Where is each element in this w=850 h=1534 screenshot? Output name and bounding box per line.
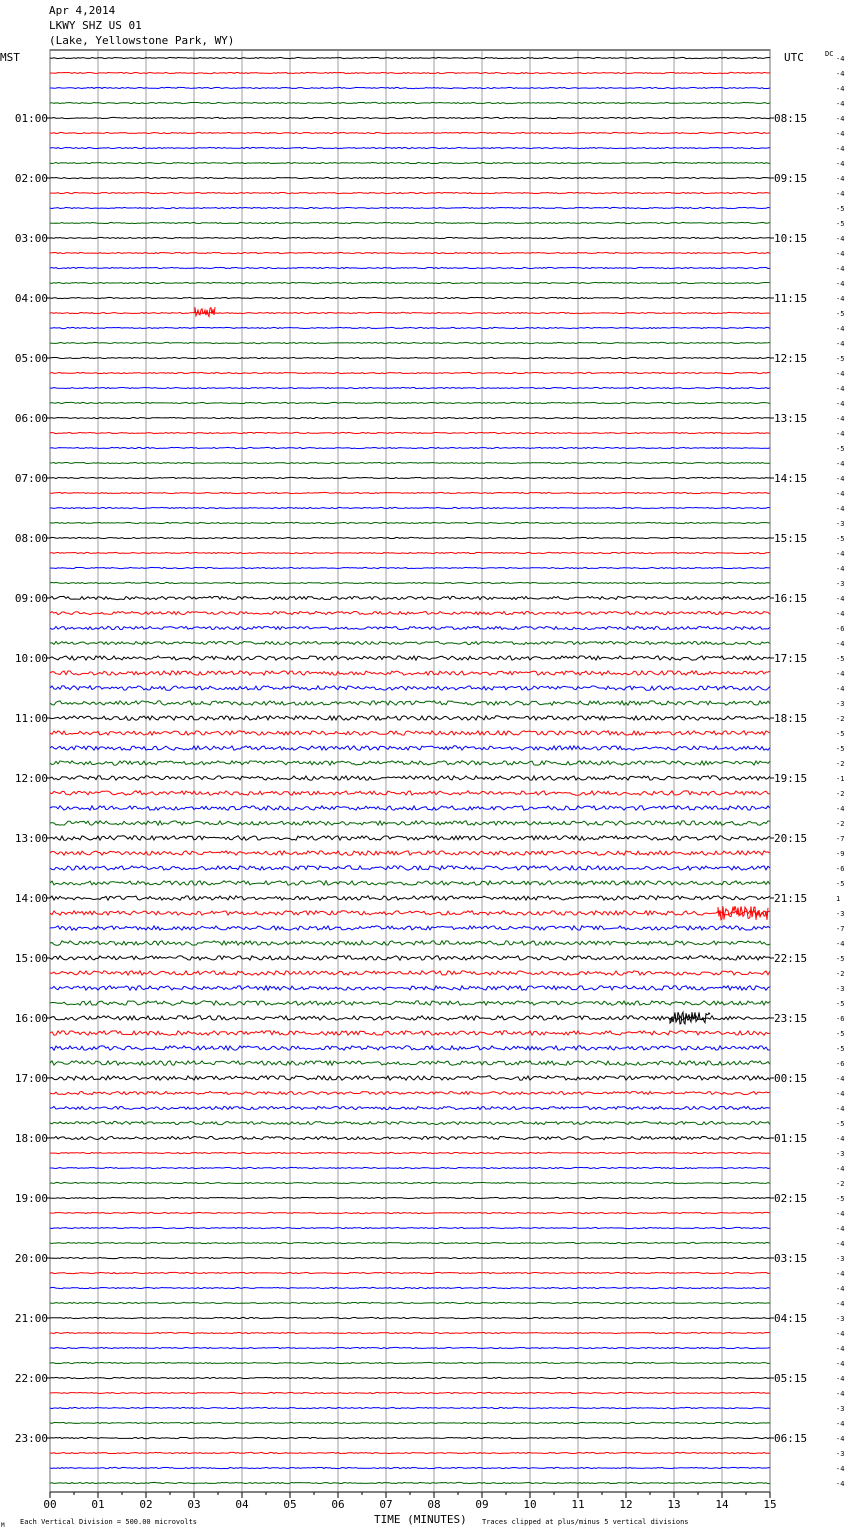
header-station: LKWY SHZ US 01 [49, 19, 142, 32]
dc-offset-label: -5 [836, 535, 845, 543]
x-tick-label: 02 [139, 1498, 153, 1511]
dc-offset-label: -4 [836, 85, 845, 93]
trace-line [50, 671, 770, 675]
plot-frame [50, 50, 770, 1492]
trace-line [50, 1167, 770, 1168]
right-hour-label: 18:15 [774, 712, 808, 725]
dc-offset-label: -4 [836, 610, 845, 618]
dc-offset-label: -4 [836, 460, 845, 468]
trace-line [50, 1061, 770, 1065]
dc-offset-label: -4 [836, 940, 845, 948]
right-hour-label: 00:15 [774, 1072, 808, 1085]
x-tick-label: 04 [235, 1498, 249, 1511]
dc-offset-label: -3 [836, 520, 845, 528]
header-date: Apr 4,2014 [49, 4, 116, 17]
dc-offset-label: -2 [836, 715, 845, 723]
dc-offset-label: -6 [836, 865, 845, 873]
trace-line [50, 881, 770, 885]
dc-offset-label: -4 [836, 370, 845, 378]
dc-offset-label: -5 [836, 1195, 845, 1203]
trace-line [50, 1242, 770, 1243]
trace-line [50, 1332, 770, 1333]
x-tick-label: 13 [667, 1498, 681, 1511]
trace-line [50, 686, 770, 690]
trace-line [50, 57, 770, 58]
trace-line [50, 761, 770, 765]
trace-line [50, 207, 770, 208]
left-hour-label: 10:00 [14, 652, 48, 665]
dc-offset-label: -4 [836, 55, 845, 63]
trace-line [50, 357, 770, 358]
right-hour-label: 19:15 [774, 772, 808, 785]
dc-offset-label: -4 [836, 1135, 845, 1143]
trace-line [50, 387, 770, 388]
trace-line [50, 222, 770, 223]
dc-offset-label: -5 [836, 880, 845, 888]
x-tick-label: 03 [187, 1498, 201, 1511]
dc-offset-label: -3 [836, 1255, 845, 1263]
dc-offset-label: -3 [836, 1405, 845, 1413]
trace-line [50, 626, 770, 629]
dc-offset-label: -3 [836, 580, 845, 588]
x-tick-label: 10 [523, 1498, 537, 1511]
dc-offset-label: -1 [836, 775, 845, 783]
dc-offset-label: -4 [836, 1360, 845, 1368]
dc-offset-label: -2 [836, 820, 845, 828]
trace-line [50, 1152, 770, 1153]
dc-offset-label: -4 [836, 145, 845, 153]
left-hour-label: 03:00 [14, 232, 48, 245]
trace-line [50, 1317, 770, 1318]
trace-line [50, 1392, 770, 1393]
dc-header-label: DC [825, 50, 834, 58]
dc-offset-label: -5 [836, 445, 845, 453]
trace-line [50, 1362, 770, 1363]
x-tick-label: 05 [283, 1498, 297, 1511]
dc-offset-label: -4 [836, 670, 845, 678]
trace-line [50, 1467, 770, 1468]
x-tick-label: 09 [475, 1498, 489, 1511]
dc-offset-label: -4 [836, 1090, 845, 1098]
dc-offset-label: -4 [836, 1210, 845, 1218]
trace-line [50, 492, 770, 493]
trace-line [50, 941, 770, 945]
trace-line [50, 252, 770, 253]
trace-line [50, 1347, 770, 1348]
trace-line [50, 1302, 770, 1303]
dc-offset-label: -5 [836, 745, 845, 753]
dc-offset-label: -4 [836, 265, 845, 273]
right-hour-label: 11:15 [774, 292, 808, 305]
right-hour-label: 10:15 [774, 232, 808, 245]
dc-offset-label: -7 [836, 835, 845, 843]
dc-offset-label: -3 [836, 1150, 845, 1158]
right-hour-label: 05:15 [774, 1372, 808, 1385]
dc-offset-label: -4 [836, 295, 845, 303]
right-hour-label: 17:15 [774, 652, 808, 665]
dc-offset-label: -5 [836, 310, 845, 318]
left-hour-label: 12:00 [14, 772, 48, 785]
dc-offset-label: -4 [836, 1345, 845, 1353]
dc-offset-label: -4 [836, 1075, 845, 1083]
x-tick-label: 06 [331, 1498, 345, 1511]
left-hour-label: 16:00 [14, 1012, 48, 1025]
trace-line [50, 806, 770, 810]
x-tick-label: 01 [91, 1498, 105, 1511]
left-hour-label: 09:00 [14, 592, 48, 605]
trace-line [50, 746, 770, 750]
left-hour-label: 06:00 [14, 412, 48, 425]
trace-line [50, 1422, 770, 1423]
trace-line [50, 1287, 770, 1288]
trace-line [50, 552, 770, 553]
dc-offset-label: -9 [836, 850, 845, 858]
dc-offset-label: -5 [836, 655, 845, 663]
left-hour-label: 21:00 [14, 1312, 48, 1325]
right-timezone-label: UTC [784, 51, 804, 64]
left-hour-label: 14:00 [14, 892, 48, 905]
trace-line [50, 641, 770, 644]
right-hour-label: 14:15 [774, 472, 808, 485]
trace-line [50, 72, 770, 73]
trace-line [50, 537, 770, 538]
trace-line [50, 926, 770, 930]
dc-offset-label: -3 [836, 1450, 845, 1458]
trace-line [50, 851, 770, 855]
vertical-division-note: Each Vertical Division = 500.00 microvolts [20, 1518, 198, 1526]
trace-line [50, 507, 770, 508]
trace-line [50, 791, 770, 795]
trace-line [50, 701, 770, 705]
trace-line [50, 776, 770, 780]
dc-offset-label: -4 [836, 1375, 845, 1383]
dc-offset-label: -3 [836, 910, 845, 918]
trace-line [50, 1136, 770, 1139]
x-tick-label: 11 [571, 1498, 585, 1511]
dc-offset-label: -4 [836, 130, 845, 138]
dc-offset-label: -5 [836, 1000, 845, 1008]
right-hour-label: 13:15 [774, 412, 808, 425]
trace-line [50, 716, 770, 720]
trace-line [50, 462, 770, 463]
trace-line [50, 896, 770, 900]
trace-line [50, 1092, 770, 1095]
left-hour-label: 02:00 [14, 172, 48, 185]
trace-line [50, 596, 770, 599]
dc-offset-label: -4 [836, 505, 845, 513]
right-hour-label: 15:15 [774, 532, 808, 545]
trace-line [50, 582, 770, 583]
dc-offset-label: -4 [836, 1165, 845, 1173]
trace-line [50, 1016, 770, 1020]
dc-offset-label: -2 [836, 790, 845, 798]
event-burst [195, 307, 215, 316]
right-hour-label: 01:15 [774, 1132, 808, 1145]
right-hour-label: 03:15 [774, 1252, 808, 1265]
trace-line [50, 1197, 770, 1198]
trace-line [50, 477, 770, 478]
trace-line [50, 821, 770, 825]
trace-line [50, 177, 770, 178]
trace-line [50, 312, 770, 313]
right-hour-label: 20:15 [774, 832, 808, 845]
dc-offset-label: -4 [836, 595, 845, 603]
dc-offset-label: -7 [836, 925, 845, 933]
trace-line [50, 1031, 770, 1035]
left-hour-label: 22:00 [14, 1372, 48, 1385]
dc-offset-label: -4 [836, 1225, 845, 1233]
trace-line [50, 1482, 770, 1483]
left-hour-label: 01:00 [14, 112, 48, 125]
dc-offset-label: -4 [836, 280, 845, 288]
corner-mark: M [1, 1522, 5, 1529]
dc-offset-label: -4 [836, 235, 845, 243]
dc-offset-label: -4 [836, 475, 845, 483]
dc-offset-label: -4 [836, 115, 845, 123]
trace-line [50, 1076, 770, 1080]
dc-offset-label: -4 [836, 1270, 845, 1278]
trace-line [50, 1257, 770, 1258]
right-hour-label: 21:15 [774, 892, 808, 905]
trace-line [50, 132, 770, 133]
dc-offset-label: -4 [836, 1240, 845, 1248]
trace-line [50, 402, 770, 403]
trace-line [50, 117, 770, 118]
dc-offset-label: -4 [836, 805, 845, 813]
trace-line [50, 986, 770, 990]
trace-line [50, 611, 770, 614]
dc-offset-label: -4 [836, 490, 845, 498]
header-location: (Lake, Yellowstone Park, WY) [49, 34, 235, 47]
dc-offset-label: -4 [836, 340, 845, 348]
trace-line [50, 342, 770, 343]
dc-offset-label: -4 [836, 1105, 845, 1113]
x-tick-label: 14 [715, 1498, 729, 1511]
dc-offset-label: -4 [836, 385, 845, 393]
x-tick-label: 15 [763, 1498, 777, 1511]
dc-offset-label: -4 [836, 160, 845, 168]
left-hour-label: 08:00 [14, 532, 48, 545]
dc-offset-label: -5 [836, 1120, 845, 1128]
trace-line [50, 911, 770, 915]
dc-offset-label: -4 [836, 1435, 845, 1443]
trace-line [50, 102, 770, 103]
trace-group [50, 57, 770, 1483]
x-axis-label: TIME (MINUTES) [374, 1513, 467, 1526]
trace-line [50, 522, 770, 523]
left-hour-label: 07:00 [14, 472, 48, 485]
trace-line [50, 1001, 770, 1005]
trace-line [50, 1272, 770, 1273]
clipping-note: Traces clipped at plus/minus 5 vertical divisions [482, 1518, 689, 1526]
trace-line [50, 447, 770, 448]
trace-line [50, 1212, 770, 1213]
trace-line [50, 1377, 770, 1378]
left-hour-label: 18:00 [14, 1132, 48, 1145]
dc-offset-label: -6 [836, 1060, 845, 1068]
trace-line [50, 87, 770, 88]
trace-line [50, 237, 770, 238]
x-tick-label: 07 [379, 1498, 393, 1511]
dc-offset-label: -4 [836, 1300, 845, 1308]
x-tick-label: 12 [619, 1498, 633, 1511]
dc-offset-label: -2 [836, 760, 845, 768]
dc-offset-label: -4 [836, 1330, 845, 1338]
trace-line [50, 267, 770, 268]
x-tick-label: 00 [43, 1498, 57, 1511]
left-hour-label: 05:00 [14, 352, 48, 365]
dc-offset-label: -4 [836, 1285, 845, 1293]
dc-offset-label: -4 [836, 175, 845, 183]
dc-offset-label: -4 [836, 415, 845, 423]
dc-offset-label: -4 [836, 1390, 845, 1398]
left-hour-label: 19:00 [14, 1192, 48, 1205]
trace-line [50, 327, 770, 328]
trace-line [50, 971, 770, 975]
label-group [15, 55, 845, 1511]
trace-line [50, 567, 770, 568]
dc-offset-label: -6 [836, 1015, 845, 1023]
dc-offset-label: -2 [836, 1180, 845, 1188]
dc-offset-label: -4 [836, 325, 845, 333]
trace-line [50, 731, 770, 735]
dc-offset-label: -4 [836, 400, 845, 408]
left-hour-label: 17:00 [14, 1072, 48, 1085]
dc-offset-label: -4 [836, 1465, 845, 1473]
dc-offset-label: -4 [836, 565, 845, 573]
dc-offset-label: -3 [836, 700, 845, 708]
dc-offset-label: -5 [836, 205, 845, 213]
dc-offset-label: -3 [836, 1315, 845, 1323]
trace-line [50, 956, 770, 960]
dc-offset-label: -4 [836, 190, 845, 198]
dc-offset-label: -5 [836, 730, 845, 738]
dc-offset-label: -4 [836, 100, 845, 108]
dc-offset-label: -5 [836, 955, 845, 963]
trace-line [50, 147, 770, 148]
left-hour-label: 04:00 [14, 292, 48, 305]
left-hour-label: 20:00 [14, 1252, 48, 1265]
trace-line [50, 1407, 770, 1408]
trace-line [50, 372, 770, 373]
trace-line [50, 432, 770, 433]
dc-offset-label: -5 [836, 1045, 845, 1053]
trace-line [50, 1227, 770, 1228]
trace-line [50, 836, 770, 840]
trace-line [50, 656, 770, 660]
right-hour-label: 02:15 [774, 1192, 808, 1205]
trace-line [50, 417, 770, 418]
dc-offset-label: -3 [836, 985, 845, 993]
right-hour-label: 16:15 [774, 592, 808, 605]
dc-offset-label: -4 [836, 1480, 845, 1488]
dc-offset-label: -5 [836, 355, 845, 363]
dc-offset-label: -4 [836, 250, 845, 258]
trace-line [50, 297, 770, 298]
trace-line [50, 1452, 770, 1453]
left-timezone-label: MST [0, 51, 20, 64]
dc-offset-label: -4 [836, 640, 845, 648]
dc-offset-label: 1 [836, 895, 841, 903]
right-hour-label: 22:15 [774, 952, 808, 965]
left-hour-label: 13:00 [14, 832, 48, 845]
trace-line [50, 1046, 770, 1050]
dc-offset-label: -4 [836, 430, 845, 438]
trace-line [50, 282, 770, 283]
trace-line [50, 1437, 770, 1438]
trace-line [50, 1121, 770, 1124]
right-hour-label: 08:15 [774, 112, 808, 125]
right-hour-label: 23:15 [774, 1012, 808, 1025]
trace-line [50, 866, 770, 870]
dc-offset-label: -5 [836, 1030, 845, 1038]
dc-offset-label: -5 [836, 220, 845, 228]
dc-offset-label: -4 [836, 1420, 845, 1428]
right-hour-label: 06:15 [774, 1432, 808, 1445]
right-hour-label: 09:15 [774, 172, 808, 185]
right-hour-label: 12:15 [774, 352, 808, 365]
dc-offset-label: -2 [836, 970, 845, 978]
dc-offset-label: -6 [836, 625, 845, 633]
dc-offset-label: -4 [836, 550, 845, 558]
x-tick-label: 08 [427, 1498, 441, 1511]
right-hour-label: 04:15 [774, 1312, 808, 1325]
trace-line [50, 192, 770, 193]
dc-offset-label: -4 [836, 70, 845, 78]
left-hour-label: 11:00 [14, 712, 48, 725]
trace-line [50, 162, 770, 163]
trace-line [50, 1106, 770, 1109]
left-hour-label: 15:00 [14, 952, 48, 965]
trace-line [50, 1182, 770, 1183]
dc-offset-label: -4 [836, 685, 845, 693]
left-hour-label: 23:00 [14, 1432, 48, 1445]
